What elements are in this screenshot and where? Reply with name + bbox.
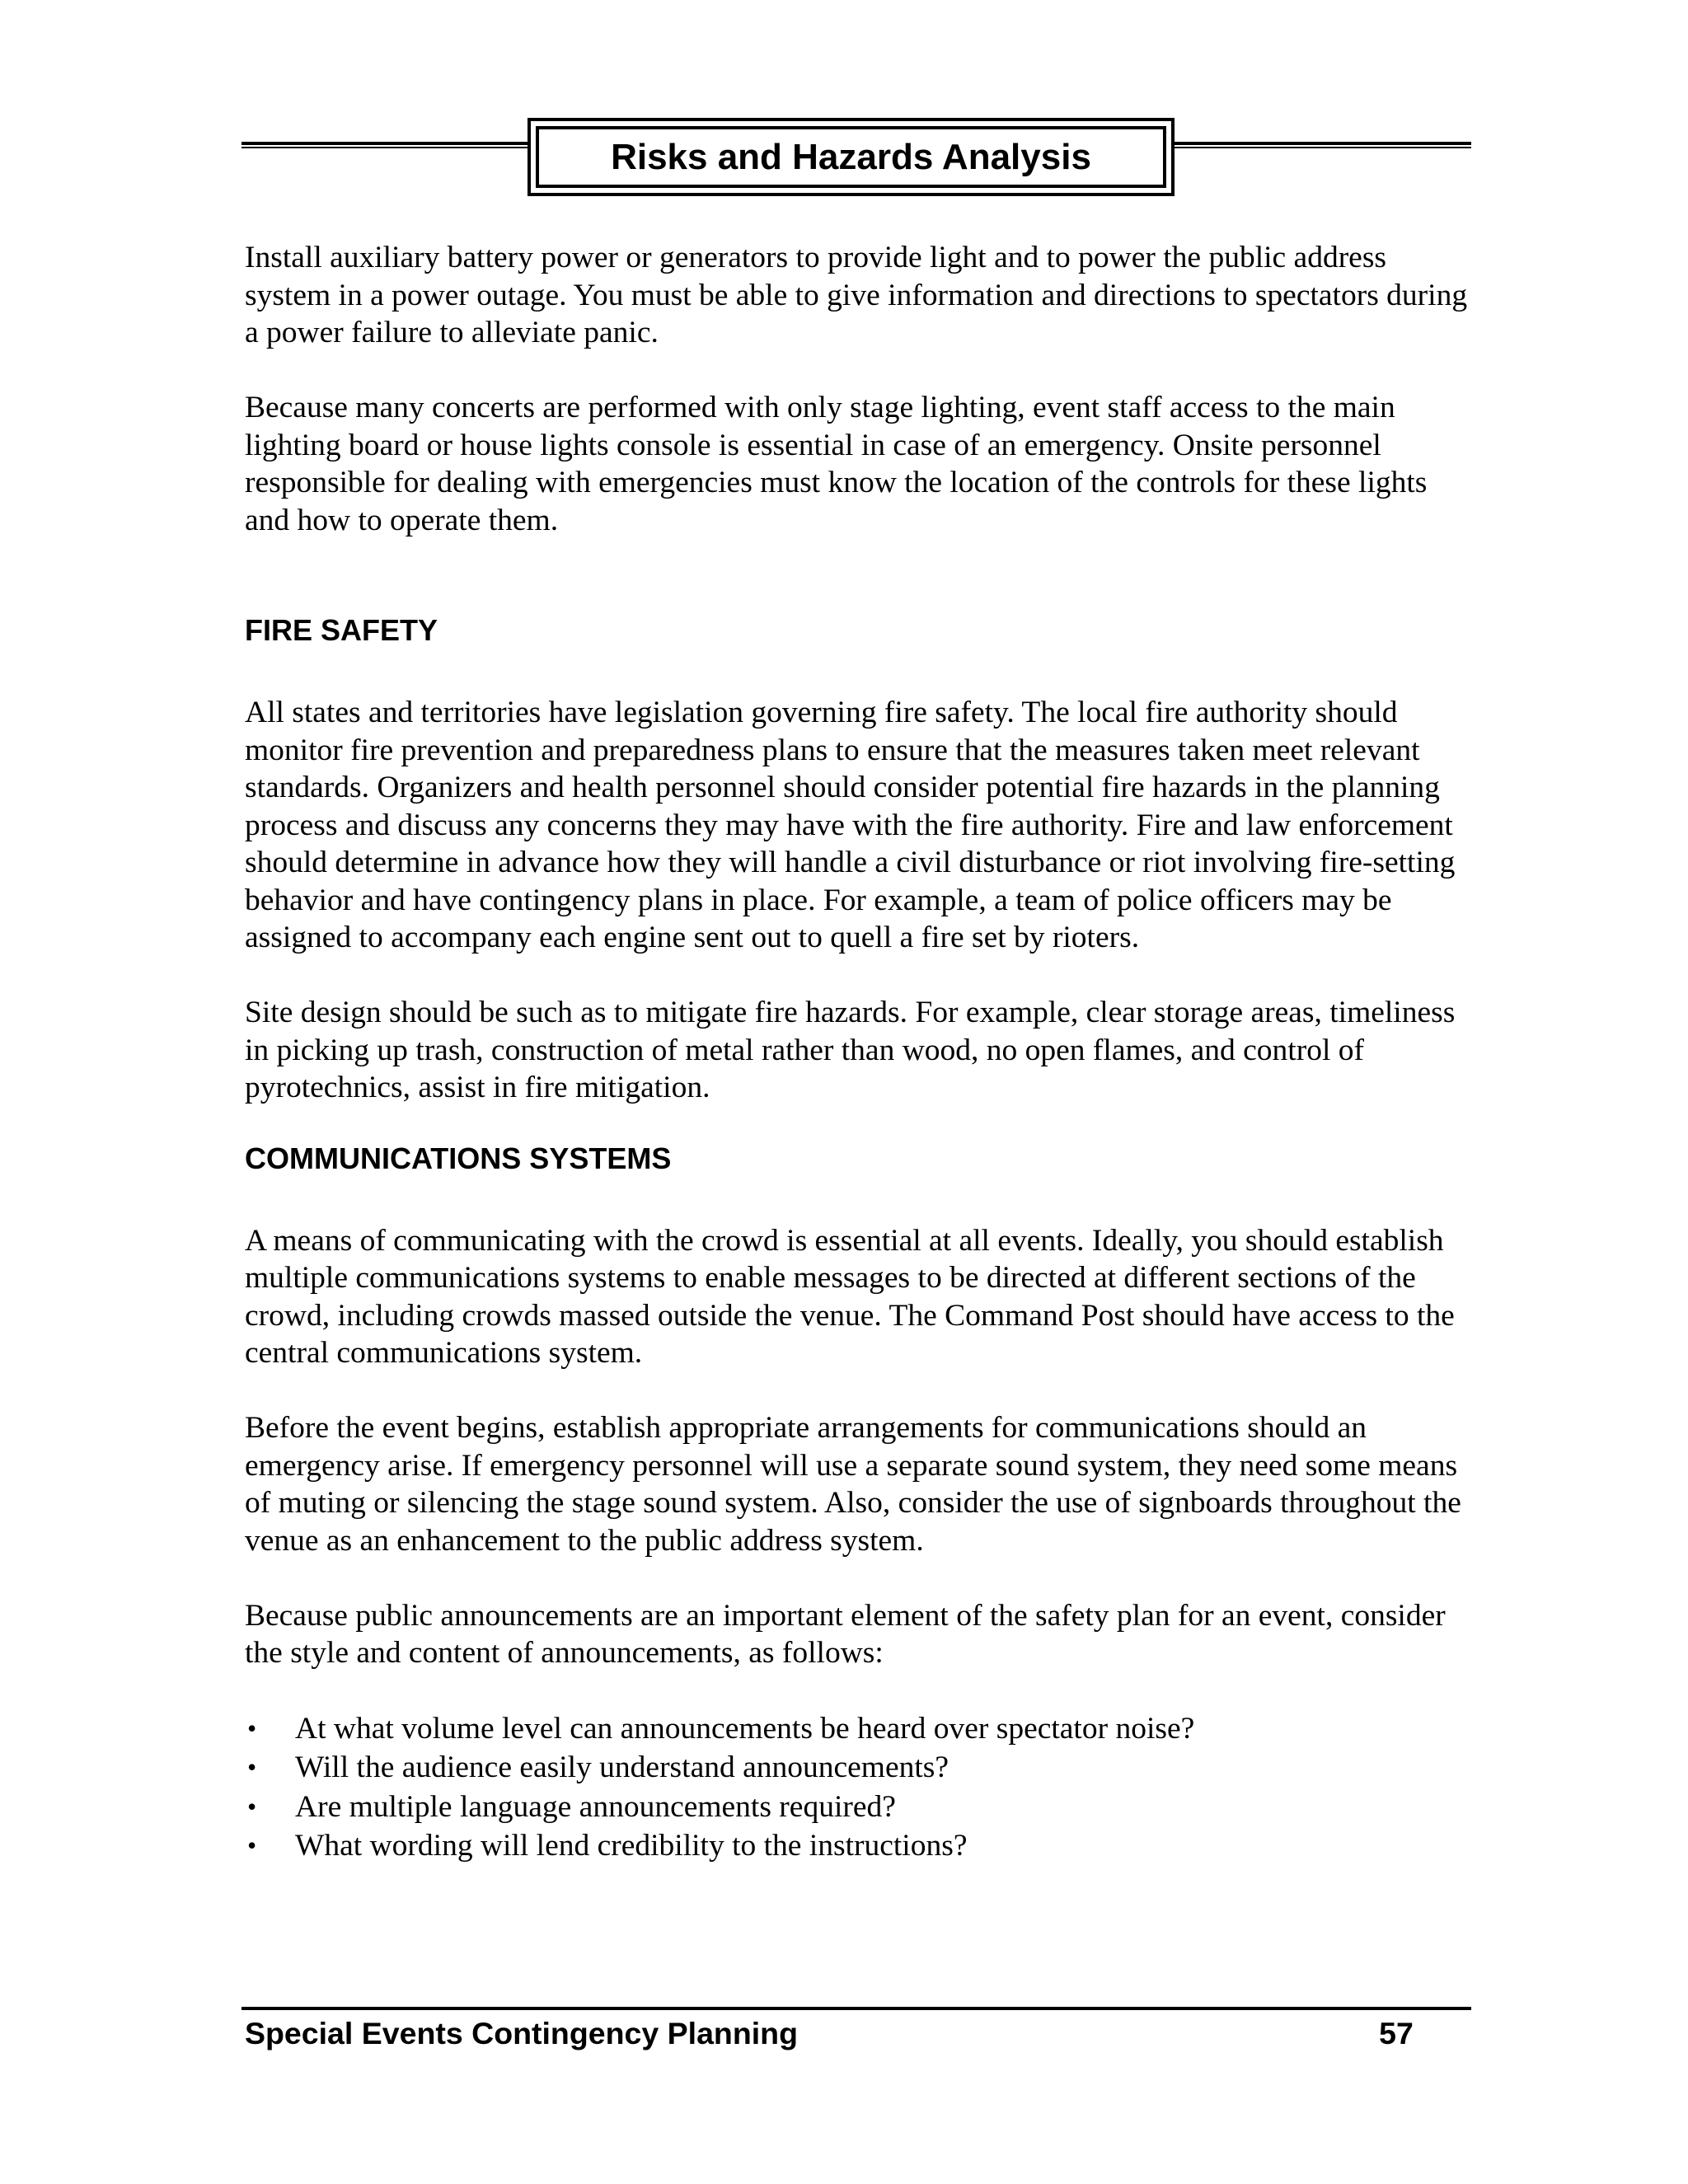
list-item [245, 1788, 1473, 1827]
list-item-text: What wording will lend credibility to the instructions? [295, 1829, 968, 1863]
header-rule-right [1175, 142, 1471, 148]
footer-rule [241, 2007, 1471, 2010]
bullet-icon: • [247, 1752, 257, 1782]
header-rule-left [241, 142, 528, 148]
list-item [245, 1748, 1473, 1788]
intro-paragraph-2: Because many concerts are performed with only stage lighting, event staff access to the main lighting board or house lights console is essential in case of an emergency. Onsite personnel responsible for dealing with emergencies must know the location of the controls for these lights and how to operate them. [245, 391, 1428, 537]
list-item-text: Will the audience easily understand announcements? [295, 1750, 949, 1784]
fire-safety-paragraph-2: Site design should be such as to mitigate fire hazards. For example, clear storage areas, timeliness in picking up trash, construction of metal rather than wood, no open flames, and control of pyrotechnics, assist in fire mitigation. [245, 996, 1456, 1104]
intro-paragraph-1: Install auxiliary battery power or generators to provide light and to power the public address system in a power outage. You must be able to give information and directions to spectators during a power failure to alleviate panic. [245, 241, 1468, 349]
communications-paragraph-2: Before the event begins, establish appropriate arrangements for communications should an emergency arise. If emergency personnel will use a separate sound system, they need some means of muting or silencing the stage sound system. Also, consider the use of signboards throughout the venue as an enhancement to the public address system. [245, 1411, 1461, 1558]
communications-heading: COMMUNICATIONS SYSTEMS [245, 1141, 672, 1175]
communications-paragraph-1: A means of communicating with the crowd is essential at all events. Ideally, you should establish multiple communications systems to enable messages to be directed at different sections of the crowd, including crowds massed outside the venue. The Command Post should have access to the central communications system. [245, 1223, 1455, 1370]
footer-title: Special Events Contingency Planning [245, 2016, 798, 2050]
list-item-text: Are multiple language announcements required? [295, 1789, 896, 1824]
document-body [245, 239, 1473, 1866]
list-item [245, 1709, 1473, 1749]
bullet-icon: • [247, 1791, 257, 1821]
page-number: 57 [1379, 2016, 1414, 2050]
list-item-text: At what volume level can announcements be heard over spectator noise? [295, 1711, 1195, 1746]
bullet-icon: • [247, 1713, 257, 1743]
communications-paragraph-3: Because public announcements are an important element of the safety plan for an event, consider the style and content of announcements, as follows: [245, 1598, 1446, 1670]
announcement-questions-list [245, 1709, 1473, 1866]
list-item [245, 1826, 1473, 1866]
header-title-box [528, 118, 1175, 196]
fire-safety-paragraph-1: All states and territories have legislation governing fire safety. The local fire authority should monitor fire prevention and preparedness plans to ensure that the measures taken meet relevant standards. Organizers and health personnel should consider potential fire hazards in the planning process and discuss any concerns they may have with the fire authority. Fire and law enforcement should determine in advance how they will handle a civil disturbance or riot involving fire-setting behavior and have contingency plans in place. For example, a team of police officers may be assigned to accompany each engine sent out to quell a fire set by rioters. [245, 696, 1456, 954]
page-title: Risks and Hazards Analysis [536, 126, 1166, 188]
bullet-icon: • [247, 1830, 257, 1860]
fire-safety-heading: FIRE SAFETY [245, 613, 438, 647]
